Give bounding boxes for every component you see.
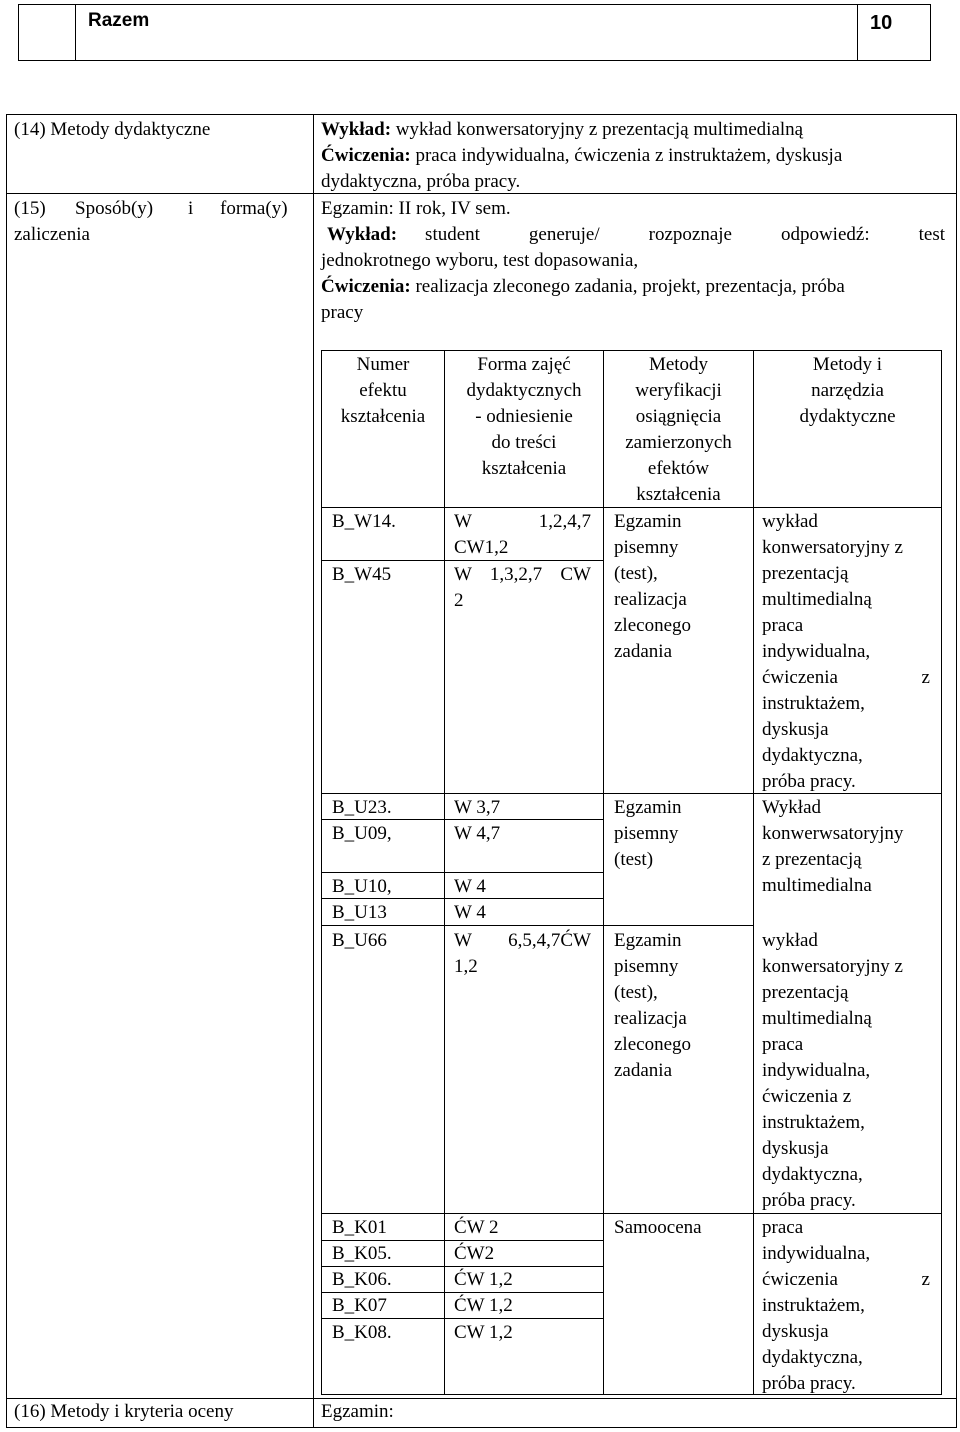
header-effect-number [322,352,444,430]
tools-line: dyskusja [762,1321,829,1342]
tools-line: instruktażem, [762,693,865,714]
effect-form: W 4,7 [454,823,501,844]
tools-line: prezentacją [762,982,849,1003]
s15-part-b: Sposób(y) [75,198,154,219]
tools-line: indywidualna, [762,1060,871,1081]
verification-method [614,795,682,873]
s15-exercise-label: Ćwiczenia: [321,276,411,297]
tools-line: instruktażem, [762,1295,865,1316]
verification-method [614,509,691,665]
tools-line: indywidualna, [762,641,871,662]
effect-form [454,562,591,614]
section-16-value: Egzamin: [321,1401,394,1422]
effect-code: B_W14. [332,511,396,532]
tools-line: praca [762,1034,804,1055]
effect-form [454,928,591,980]
effect-form: W 3,7 [454,797,501,818]
exercise-text-2: dydaktyczna, próba pracy. [321,171,521,192]
header-line: - odniesienie [475,406,573,427]
effect-code: B_U23. [332,797,392,818]
method-line: (test) [614,849,654,870]
method-line: Egzamin [614,930,682,951]
header-line: Metody i [812,354,883,375]
tools-line: próba pracy. [762,771,856,792]
s15-part-c: i [188,198,194,219]
verification-method [614,1215,702,1241]
tools-line: instruktażem, [762,1112,865,1133]
effect-code: B_U10, [332,876,392,897]
tools-line: dyskusja [762,1138,829,1159]
header-line: Forma zajęć [477,354,571,375]
effect-form: ĆW2 [454,1243,495,1264]
tools-line: dydaktyczna, [762,1164,863,1185]
tools-line: praca [762,615,804,636]
tools-line: konwersatoryjny z [762,537,903,558]
header-form [445,352,603,482]
form-line: W 6,5,4,7ĆW [454,930,591,951]
form-line: CW1,2 [454,537,509,558]
tools-line: konwersatoryjny z [762,956,903,977]
effect-code: B_K06. [332,1269,392,1290]
method-line: zadania [614,641,673,662]
effect-form [454,509,591,561]
method-line: (test), [614,563,658,584]
exam-info: Egzamin: II rok, IV sem. [321,198,511,219]
form-line: W 1,2,4,7 [454,511,591,532]
form-line: W 1,3,2,7 CW [454,564,591,585]
effect-form: ĆW 1,2 [454,1269,513,1290]
method-line: Egzamin [614,511,682,532]
effect-code: B_U13 [332,902,387,923]
effect-code: B_W45 [332,564,392,585]
section-16-label: (16) Metody i kryteria oceny [14,1401,234,1422]
effect-code: B_U66 [332,930,387,951]
effect-form: W 4 [454,876,486,897]
effect-code: B_K01 [332,1217,387,1238]
tools-line: z prezentacją [762,849,862,870]
effect-form: W 4 [454,902,486,923]
tools-line: ćwiczenia z [762,1086,852,1107]
section-14-label [14,117,210,143]
header-line: weryfikacji [635,380,722,401]
lecture-label: Wykład: [321,119,392,140]
tools-line: konwerwsatoryjny [762,823,904,844]
method-line: pisemny [614,823,679,844]
method-line: zleconego [614,615,692,636]
form-line: 2 [454,590,464,611]
tools-line: próba pracy. [762,1373,856,1394]
effect-form: ĆW 2 [454,1217,499,1238]
effect-code: B_K08. [332,1322,392,1343]
tools-line: dydaktyczna, [762,1347,863,1368]
tools-line: prezentacją [762,563,849,584]
tools-line: praca [762,1217,804,1238]
s15-part-d: forma(y) [220,198,288,219]
tools-line: dydaktyczna, [762,745,863,766]
method-line: realizacja [614,1008,687,1029]
effect-form: ĆW 1,2 [454,1295,513,1316]
tools-line: wykład [762,930,818,951]
header-line: dydaktyczne [799,406,896,427]
header-line: Metody [648,354,709,375]
exercise-text-1: praca indywidualna, ćwiczenia z instruktażem, dyskusja [415,145,843,166]
s15-part-a: (15) [14,198,46,219]
header-line: kształcenia [340,406,426,427]
effect-code: B_K05. [332,1243,392,1264]
tools-line: indywidualna, [762,1243,871,1264]
didactic-tools [762,1215,930,1397]
s15-exercise-text-2: pracy [321,302,364,323]
tools-line: dyskusja [762,719,829,740]
method-line: zadania [614,1060,673,1081]
method-line: Samoocena [614,1217,702,1238]
header-line: efektów [647,458,710,479]
verification-method [614,928,691,1084]
lecture-text: wykład konwersatoryjny z prezentacją multimedialną [395,119,804,140]
didactic-tools [762,509,930,795]
summary-label: Razem [88,10,150,31]
header-line: kształcenia [481,458,567,479]
tools-line: Wykład [762,797,822,818]
form-line: 1,2 [454,956,478,977]
s15-lecture-text-1: student generuje/ rozpoznaje odpowiedź: test [425,224,945,245]
tools-line: multimedialną [762,1008,872,1029]
tools-line: multimedialną [762,589,872,610]
effect-form: CW 1,2 [454,1322,513,1343]
effect-code: B_U09, [332,823,392,844]
exercise-label: Ćwiczenia: [321,145,411,166]
tools-line: multimedialna [762,875,872,896]
header-line: efektu [359,380,407,401]
s15-line-2: zaliczenia [14,224,90,245]
tools-line: wykład [762,511,818,532]
method-line: zleconego [614,1034,692,1055]
header-tools [754,352,941,430]
header-verification [604,352,753,508]
header-line: Numer [356,354,410,375]
header-line: osiągnięcia [635,406,722,427]
header-line: do treści [491,432,557,453]
method-line: (test), [614,982,658,1003]
summary-value: 10 [870,12,893,34]
s15-lecture-text-2: jednokrotnego wyboru, test dopasowania, [321,250,639,271]
didactic-tools [762,795,903,899]
method-line: realizacja [614,589,687,610]
header-line: kształcenia [636,484,721,505]
section-14-title: (14) Metody dydaktyczne [14,119,211,140]
effect-code: B_K07 [332,1295,387,1316]
method-line: pisemny [614,537,679,558]
header-line: narzędzia [811,380,884,401]
header-line: dydaktycznych [466,380,582,401]
tools-line: ćwiczenia z [762,1269,930,1290]
method-line: Egzamin [614,797,682,818]
s15-lecture-label: Wykład: [327,224,398,245]
tools-line: ćwiczenia z [762,667,930,688]
tools-line: próba pracy. [762,1190,856,1211]
header-line: zamierzonych [625,432,732,453]
s15-exercise-text-1: realizacja zleconego zadania, projekt, prezentacja, próba [415,276,845,297]
didactic-tools [762,928,903,1214]
method-line: pisemny [614,956,679,977]
